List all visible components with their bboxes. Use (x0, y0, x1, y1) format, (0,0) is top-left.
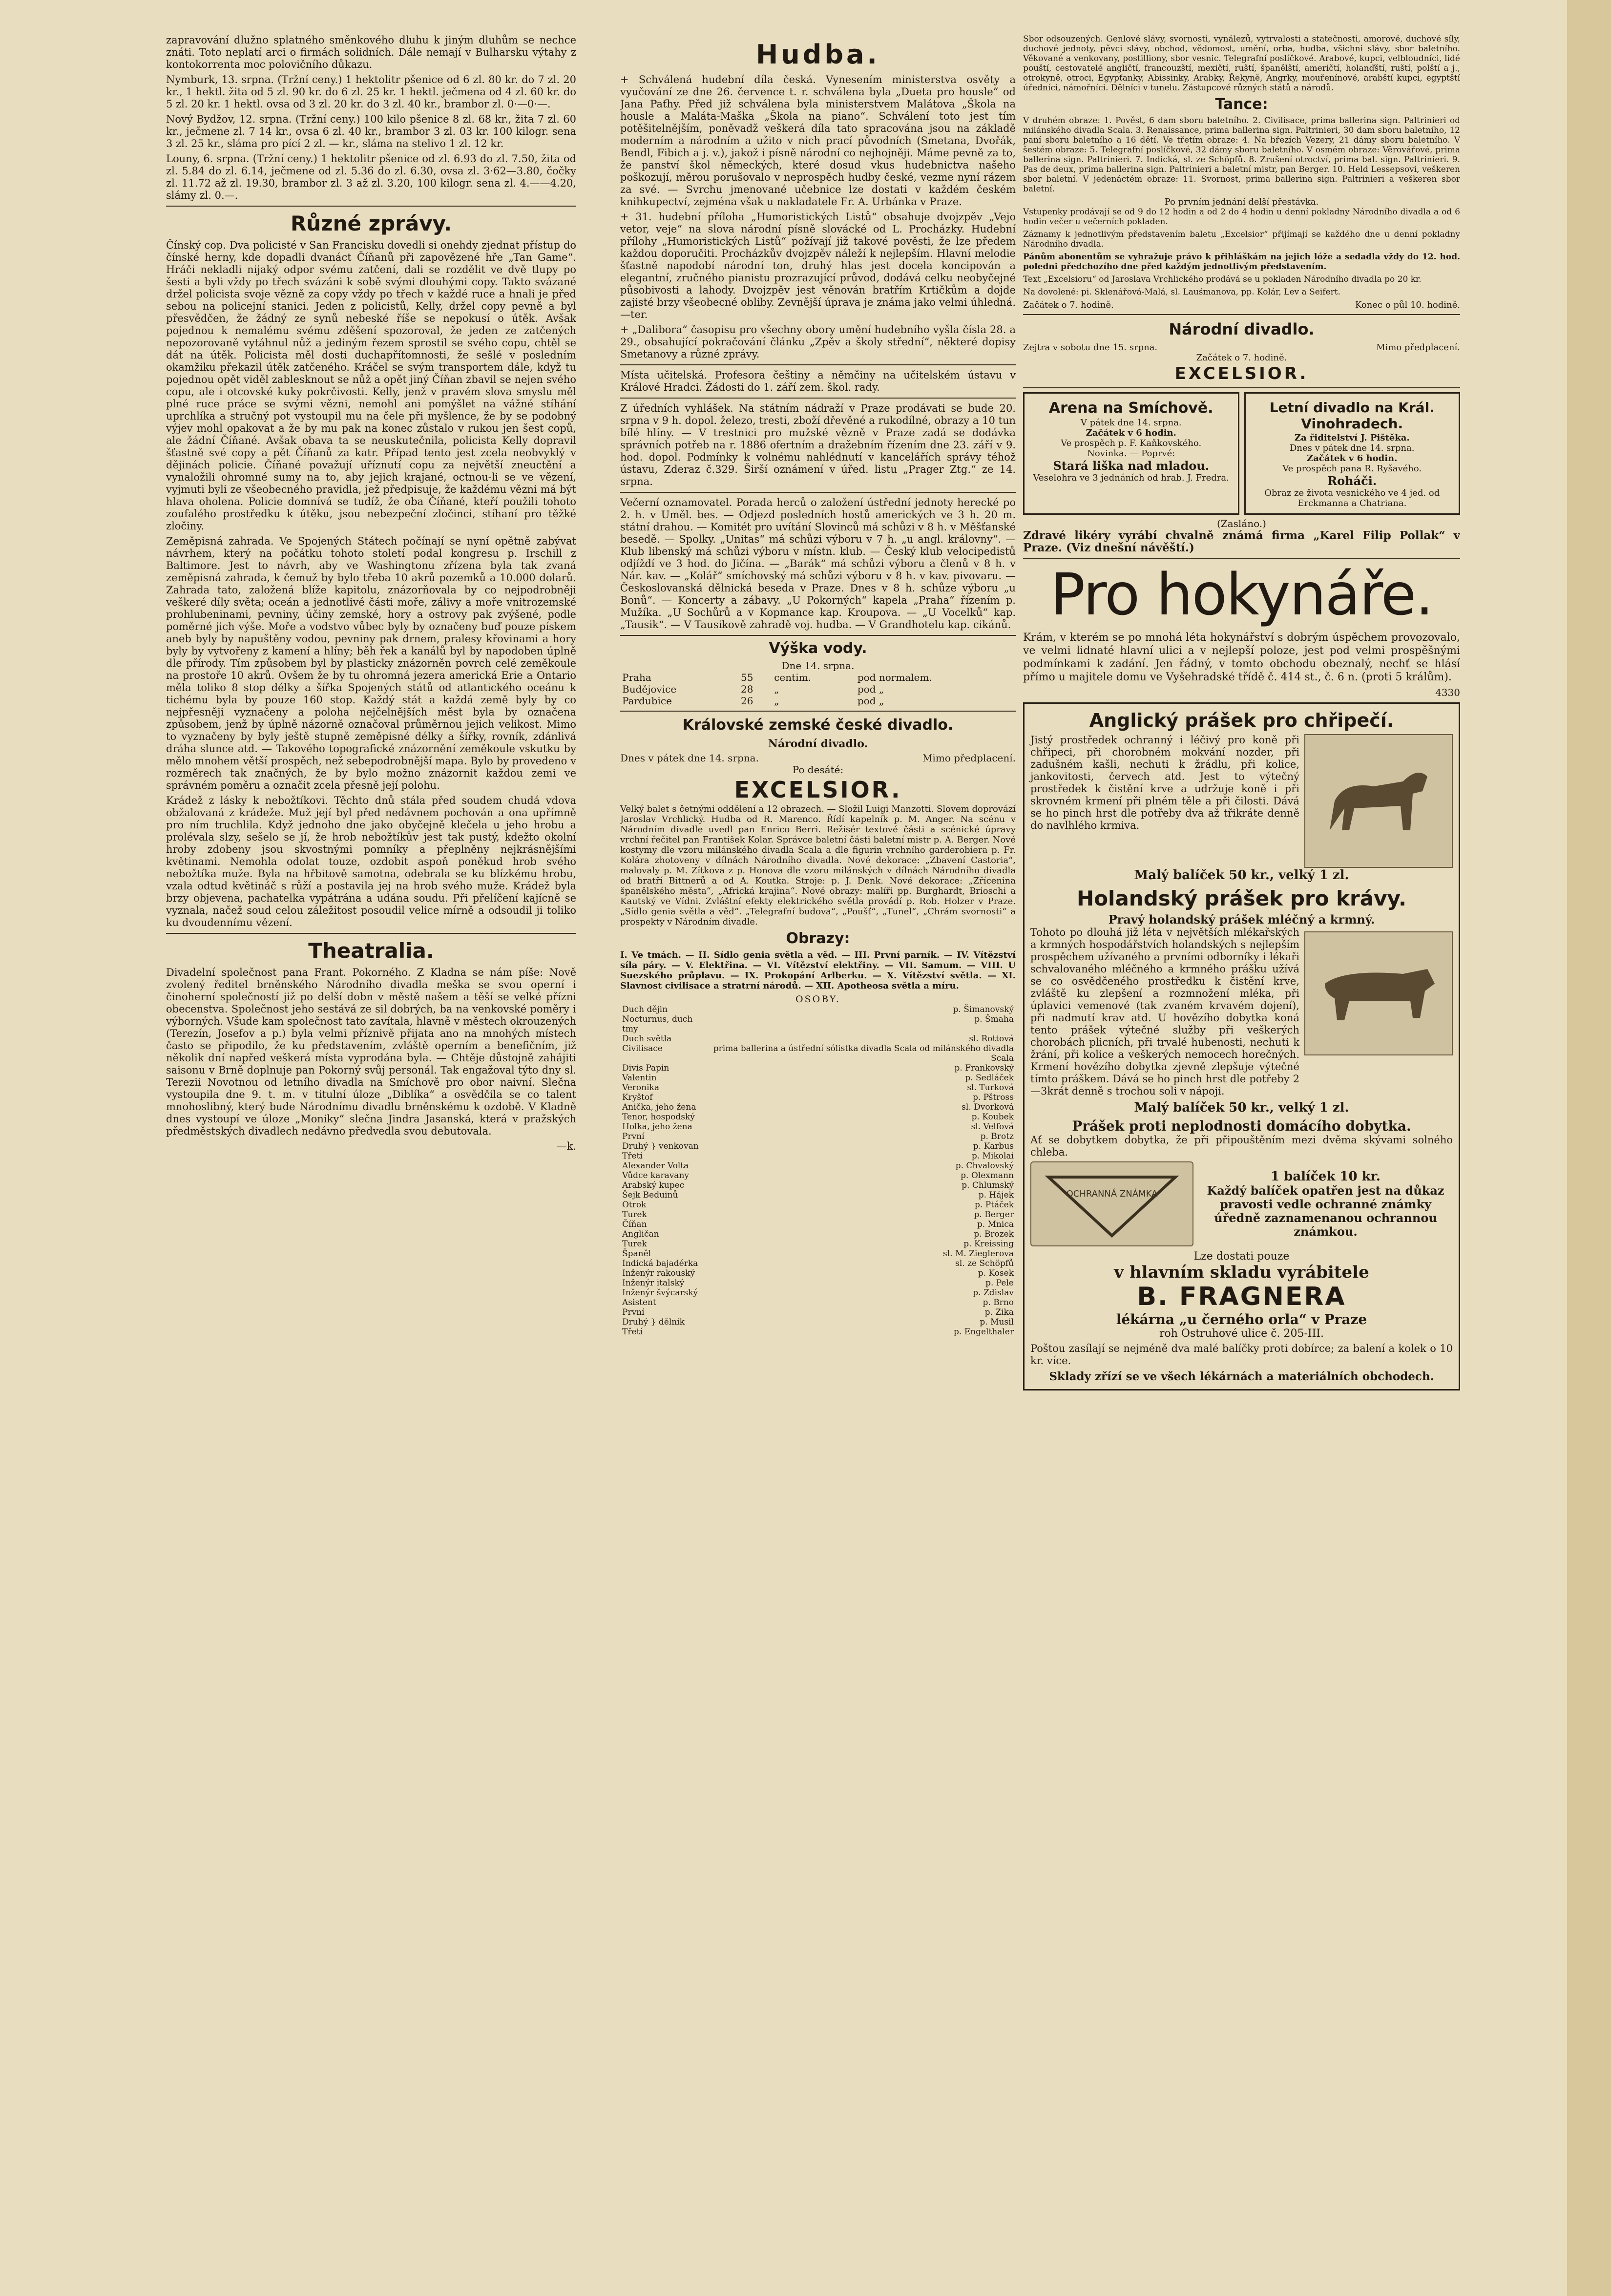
main-warehouse: v hlavním skladu vyrábitele (1114, 1263, 1369, 1282)
actor-name: sl. ze Schöpfů (955, 1259, 1014, 1268)
cast-row (620, 1063, 1016, 1073)
intro-text: zapravování dlužno splatného směnkového dluhu k jiným dluhům se nechce znáti. Toto neplatí arci o firmách solidních. Dále nemají v Bulharsku výtahy z kontokorrenta moc polovičního důkazu. (166, 34, 576, 70)
water-level-title: Výška vody. (769, 640, 867, 657)
actor-name: sl. Turková (967, 1083, 1014, 1093)
fragner-advertisement (1023, 702, 1460, 1390)
cast-row (620, 1005, 1016, 1014)
music-item: + 31. hudební příloha „Humoristických Listů“ obsahuje dvojzpěv „Vejo vetor, veje“ na slova národní písně slovácké od L. Procházky. Hudební přílohy „Humoristických Listů“ požívají již takové pověsti, že lze předem každou doporučiti. Procházkův dvojzpěv náleží k nejlepším. Hlavní melodie šťastně napodobí národní ton, druhý hlas jest docela koncipován a elegantní, zručného pianistu prozrazující průvod, dodává celku neobyčejné působivosti a lahody. Dvojzpěv jest věnován bratřím Krtičkům a dojde zajisté brzy všeobecné obliby. Zevnější úprava je známa jako velmi úhledná. —ter. (620, 211, 1016, 320)
cast-row (620, 1259, 1016, 1268)
cast-row (620, 1132, 1016, 1141)
music-item: + Schválená hudební díla česká. Vynesením ministerstva osvěty a vyučování ze dne 26. července t. r. schválena byla „Dueta pro housle“ od Jana Paťhy. Před již schválena byla ministerstvem Malátova „Škola na housle a Maláta-Maška „Škola na piano“. Schválení toto jest tím potěšitelnějším, poněvadž veškerá díla tato spracována jsou na základě moderním a národním a užito v nich prací původních (Smetana, Dvořák, Bendl, Fibich a j. v.), jakož i písně národní co nejhojněji. Máme pevně za to, že panství škol německých, které dosud vkus hudebnictva našeho poškozují, měrou porušovalo v neprospěch hudby české, vezme nyní rázem za své. — Svrchu jmenované učebnice lze dostati v každém českém knihkupectví, zejména však u nakladatele Fr. A. Urbánka v Praze. (620, 74, 1016, 208)
cast-row (620, 1102, 1016, 1112)
pack-price: 1 balíček 10 kr. (1271, 1169, 1381, 1184)
start-end-times: Začátek o 7. hodině. Konec o půl 10. hodině. (1023, 300, 1460, 310)
subscriber-notice: Pánům abonentům se vyhražuje právo k přihláškám na jejich lóže a sedadla vždy do 12. hod. poledni předchozího dne před každým jednotlivým představením. (1023, 252, 1460, 272)
role-name: Otrok (622, 1200, 647, 1210)
cast-row (620, 1249, 1016, 1259)
divider (620, 492, 1016, 493)
scenes-title: Obrazy: (786, 930, 850, 947)
dutch-powder-text: Tohoto po dlouhá již léta v největších mlékařských a krmných hospodářstvích holandských s nejlepším prospěchem užívaného a prvními odborníky i lékaři schvalovaného mléčného a krmného prášku užívá se co osvědčeného prostředku k čistění krve, zvláště ku zlepšení a rozmnožení mléka, při úplavici vemenové (tak zvaném krvavém dojení), při nadmutí krav atd. U hovězího dobytka koná tento prášek výtečné služby při veškerých chorobách plicních, při trvalé hubenosti, nechuti k žrání, při kolice a veškerých nemocech horečných. Krmení hovězího dobytka zjevně zlepšuje výtečné tímto práškem. Dává se ho pinch hrst dle potřeby 2—3krát denně s trochou soli v nápoji. (1030, 927, 1299, 1097)
news-item: Krádež z lásky k nebožtíkovi. Těchto dnů stála před soudem chudá vdova obžalovaná z krádeže. Muž její byl před nedávnem pochován a ona upřímně pro ním truchlila. Když jednoho dne jako obyčejně klečela u jeho hrobu a prolévala slzy, sešelo se jí, že hrob nebožtíkův jest tak pustý, kdežto okolní hroby zdobeny jsou skvostnými pomníky a přeplněny nejkrásnějšími květinami. Nemohla odolat touze, ozdobit aspoň poněkud hrob svého nebožtíka muže. Byla na hřbitově samotna, odebrala se ku blízkému hrobu, vzala odtud květináč s růží a postavila jej na hrob svého muže. Krádež byla brzy objevena, pachatelka vypátrána a udána soudu. Při přelíčení kajícně se vyznala, načež soud celou záležitost posoudil velice mírně a odsoudil ji toliko ku dvoudennímu vězení. (166, 795, 576, 928)
actor-name: p. Chvalovský (955, 1161, 1014, 1171)
actor-name: p. Engelthaler (954, 1327, 1014, 1337)
column-2 (620, 34, 1016, 2261)
mail-order-notice: Poštou zasílají se nejméně dva malé balíčky proti dobírce; za balení a kolek o 10 kr. více. (1030, 1343, 1453, 1367)
actor-name: p. Koubek (971, 1112, 1014, 1122)
cast-row (620, 1210, 1016, 1220)
role-name: Civilisace (622, 1044, 663, 1053)
theatre-bill-title: Královské zemské české divadlo. (682, 716, 954, 734)
ticket-notice: Vstupenky prodávají se od 9 do 12 hodin a od 2 do 4 hodin u denní pokladny Národního divadla a od 6 hodin večer u večerních pokladen. (1023, 207, 1460, 227)
role-name: Holka, jeho žena (622, 1122, 692, 1132)
music-item: + „Dalibora“ časopisu pro všechny obory umění hudebního vyšla čísla 28. a 29., obsahující pokračování článku „Zpěv a školy střední“, některé dopisy Smetanovy a různé zprávy. (620, 324, 1016, 360)
cast-row (620, 1298, 1016, 1307)
actor-name: sl. Dvorková (962, 1102, 1014, 1112)
actor-name: p. Pele (985, 1278, 1014, 1288)
article-signature: —k. (556, 1140, 576, 1152)
role-name: První (622, 1132, 645, 1141)
role-name: Duch světla (622, 1034, 672, 1044)
role-name: Třetí (622, 1327, 643, 1337)
english-powder-text: Jistý prostředek ochranný i léčivý pro koně při chřipeci, při chorobném mokvání nozder, při zadušném kašli, nechuti k žrádlu, při kolice, jankovitosti, červech atd. Jest to výtečný prostředek k čistění krve a udržuje koně i při skrovném krmení při plném těle a při čilosti. Dává se ho pinch hrst dle potřeby dva až třikráte denně do navlhlého krmiva. (1030, 734, 1299, 831)
role-name: První (622, 1307, 645, 1317)
actor-name: p. Frankovský (954, 1063, 1014, 1073)
actor-name: p. Pštross (972, 1093, 1014, 1102)
cast-row (620, 1180, 1016, 1190)
role-name: Angličan (622, 1229, 659, 1239)
national-theatre-title: Národní divadlo. (1169, 320, 1315, 338)
ensemble-list: Sbor odsouzených. Genlové slávy, svornosti, vynálezů, vytrvalosti a statečnosti, amorové, duchové síly, duchové jednoty, pěvci slávy, obchod, vědomost, umění, orba, hudba, všichni slávy, sbor baletního. Věkované a venkovany, postilliony, sbor vesnic. Telegrafní poslíčkové. Arabové, kupci, velbloudníci, lidé pouští, cestovatelé angličtí, francouzští, mexičtí, ruští, španělští, američtí, holanďští, ruští, polští a j., otrokyně, otroci, Egypťanky, Abissinky, Arabky, Řekyně, Angrky, mouřenínové, arabští kupci, egyptští úředníci, námořníci. Dělníci v tunelu. Zástupcové různých států a národů. (1023, 34, 1460, 93)
role-name: Vůdce karavany (622, 1171, 689, 1180)
actor-name: p. Karbus (973, 1141, 1014, 1151)
manufacturer-name: B. FRAGNERA (1137, 1282, 1346, 1311)
cast-table (620, 1005, 1016, 1337)
news-item: Zeměpisná zahrada. Ve Spojených Státech počínají se nyní opětně zabývat návrhem, který na počátku tohoto století podal kongresu p. Irschill z Baltimore. Jest to návrh, aby ve Washingtonu zřízena byla tak zvaná zeměpisná zahrada, k čemuž by bylo třeba 10 akrů pozemků a 10.000 dolarů. Zahrada tato, založená blíže kapitolu, znázorňovala by co nejpodrobněji veškeré díly světa; oceán a jednotlivé části moře, zálivy a moře vnitrozemské prohlubeninami, pevniny, účiny zemské, hory a ostrovy pak zvýšené, podle poměrné jich výše. Moře a vodstvo vůbec byly by označeny buď pouze pískem aneb byly by napuštěny vodou, pevniny pak drnem, pralesy křovinami a hory byly by vytvořeny z kamení a hlíny; běh řek a kanálů byl by napodoben úplně dle přírody. Tím způsobem byl by plasticky znázorněn povrch celé zeměkoule na prostoře 10 akrů. Ovšem že by tu ohromná jezera americká Erie a Ontario měla toliko 8 stop délky a šířka Spojených států od atlantického oceánu k tichému byla by pouze 160 stop. Každý stát a každá země byly by co nejpřesněji vyznačeny a poloha nejčelnějších měst byla by označena způsobem, jenž by úplně názorně označoval průměrnou jejich velikost. Mimo to vyznačeny by byly ještě stupně zeměpisné délky a šířky, rovník, zdánlivá dráha slunce atd. — Takového topografické znázornění zeměkoule vskutku by mělo mnohem větší prospěch, než sebepodrobnější mapa. Bylo by provedeno v rozměrech tak značných, že by bylo možno znázornit každou zemi ve správném poměru a označit zcela přesně její polohu. (166, 535, 576, 791)
cast-row (620, 1151, 1016, 1161)
actor-name: p. Hájek (978, 1190, 1014, 1200)
actor-name: p. Mikolai (971, 1151, 1014, 1161)
actor-name: p. Chlumský (962, 1180, 1014, 1190)
water-level-date: Dne 14. srpna. (781, 660, 855, 672)
role-name: Kryštof (622, 1093, 653, 1102)
theatre-bill-subtitle: Národní divadlo. (768, 737, 868, 750)
role-name: Druhý } venkovan (622, 1141, 699, 1151)
actor-name: p. Ptáček (975, 1200, 1014, 1210)
cast-row (620, 1327, 1016, 1337)
official-notices: Z úředních vyhlášek. Na státním nádraží v Praze prodávati se bude 20. srpna v 9 h. dopol. železo, tresti, zboží dřevěné a rukodílné, obrazy a 10 tun bílé hlíny. — V trestnici pro mužské vězně v Praze zadá se dodávka správních potřeb na r. 1886 ofertním a dražebním řízením dne 23. září v 9. hod. dopol. Podmínky k volnému nahlédnutí v kancelářích správy téhož ústavu, Zderaz č.329. Širší oznámení v úřed. listu „Prager Ztg.“ ze 14. srpna. (620, 402, 1016, 487)
shopkeeper-ad-title: Pro hokynáře. (1050, 561, 1433, 628)
cast-row (620, 1083, 1016, 1093)
actor-name: p. Zdislav (973, 1288, 1014, 1298)
role-name: Číňan (622, 1220, 647, 1229)
cast-row (620, 1171, 1016, 1180)
actor-name: p. Kosek (978, 1268, 1014, 1278)
actor-name: p. Zika (984, 1307, 1014, 1317)
table-row: Budějovice 28 „ pod „ (622, 683, 884, 695)
cast-row (620, 1239, 1016, 1249)
libretto-notice: Text „Excelsioru“ od Jaroslava Vrchlického prodává se u pokladen Národního divadla po 20 kr. (1023, 274, 1422, 284)
cast-row (620, 1141, 1016, 1151)
divider (1023, 314, 1460, 315)
on-leave-notice: Na dovolené: pi. Sklenářová-Malá, sl. Lauśmanova, pp. Kolár, Lev a Seifert. (1023, 287, 1340, 297)
divider (166, 933, 576, 934)
liqueur-notice: Zdravé likéry vyrábí chvalně známá firma „Karel Filip Pollak“ v Praze. (Viz dnešní návěští.) (1023, 529, 1460, 554)
actor-name: p. Mnica (977, 1220, 1014, 1229)
pharmacy-name: lékárna „u černého orla“ v Praze (1116, 1311, 1367, 1327)
pack-authenticity: Každý balíček opatřen jest na důkaz pravosti vedle ochranné známky úředně zaznamenanou ochrannou známkou. (1207, 1183, 1444, 1239)
shopkeeper-ad-text: Krám, v kterém se po mnohá léta hokynářství s dobrým úspěchem provozovalo, ve velmi lidnaté hlavní ulici a v nejlepší poloze, jest pod velmi prospěšnými podmínkami k zadání. Jen řádný, v tomto obchodu obeznalý, nechť se hlásí přímo u majitele domu ve Vyšehradské třídě č. 414 st., č. 6 n. (proti 5 králům). (1023, 632, 1460, 683)
actor-name: p. Berger (974, 1210, 1014, 1220)
cast-row (620, 1278, 1016, 1288)
intermission-note: Po prvním jednání delší přestávka. (1164, 197, 1319, 207)
theatre-article: Divadelní společnost pana Frant. Pokorného. Z Kladna se nám píše: Nově zvolený ředitel brněnského Národního divadla meška se svou operní i činoherní společností již po delší dobn v městě našem a těší se velké přízni obecenstva. Společnost jeho sestává ze sil dobrých, ba na venkovské poměry i výborných. Všude kam společnost tato zavítala, hlavně v městech okrouzených (Terezín, Josefov a p.) byla velmi příznivě přijata ano na mnohých místech často se připodilo, že ku představením, zvláště operním a benefičním, již několik dní napřed veškerá místa vyprodána byla. — Chtěje důstojně zahájiti saisonu v Brně doplnuje pan Pokorný svůj personál. Tak engažoval týto dny sl. Terezii Novotnou od letního divadla na Smíchově pro obor naivní. Slečna vystoupila dne 9. t. m. v titulní úloze „Diblíka“ a osvědčila se co talent mnohoslibný, který bude Národnímu divadlu brněnskému k ozdobě. V Kladně dnes vystoupí ve úloze „Moniky“ slečna Jindra Jasanská, která v pražských předměstských divadlech nedávno předvedla svou debutovala. (166, 967, 576, 1137)
cast-row (620, 1200, 1016, 1210)
divider (620, 398, 1016, 399)
role-name: Indická bajadérka (622, 1259, 698, 1268)
summer-theatres (1023, 392, 1460, 515)
dutch-powder-price: Malý balíček 50 kr., velký 1 zl. (1134, 1100, 1349, 1115)
actor-name: sl. Rottová (969, 1034, 1014, 1044)
role-name: Asistent (622, 1298, 656, 1307)
actor-name: sl. Velfová (971, 1122, 1014, 1132)
role-name: Inženýr italský (622, 1278, 685, 1288)
role-name: Divis Papin (622, 1063, 670, 1073)
table-row: Pardubice 26 „ pod „ (622, 695, 884, 707)
cast-row (620, 1014, 1016, 1034)
cast-row (620, 1122, 1016, 1132)
english-powder-title: Anglický prášek pro chřipečí. (1089, 710, 1394, 731)
cow-illustration-icon (1304, 931, 1453, 1055)
divider (620, 635, 1016, 636)
role-name: Duch dějin (622, 1005, 668, 1014)
actor-name: p. Olexmann (961, 1171, 1014, 1180)
role-name: Druhý } dělník (622, 1317, 685, 1327)
theatre-bill-dateline: Dnes v pátek dne 14. srpna. Mimo předplacení. (620, 752, 1016, 764)
role-name: Šejk Beduinů (622, 1190, 678, 1200)
page-fold (1567, 0, 1611, 2296)
news-item: Čínský cop. Dva policisté v San Francisku dovedli si onehdy zjednat přístup do čínské herny, kde dopadli dvanáct Číňanů při zapovězené hře „Tan Game“. Hráči nekladli nijaký odpor svému zatčení, dali se rozdělit ve dvě tlupy po šesti a byli vždy po třech svázáni k sobě svými dlouhými copy. Takto svázané držel policista svoje vězně za copy vždy po třech v každé ruce a hnali je před sebou na policejní stanici. Jeden z policistů, Kelly, držel copy pevně a byl přesvědčen, že žádný ze synů nebeské říše se nepokusí o útěk. Avšak pojednou k nemalému svému zděšení spozoroval, že jeden ze zatčených nepozorovaně vytáhnul nůž a jediným řezem sprostil se svého copu, chtěl se dát na útěk. Policista měl dosti duchapřítomnosti, že sešlé v posledním okamžiku překazil útěk zatčeného. Kráčel se svým transportem dále, když tu pojednou opět viděl zablesknout se nůž a opět jiný Číňan zbavil se nejen svého copu, ale i otcovské kuky pokrčivosti. Kelly, jenž v pravém slova smyslu měl plné ruce práce se svými vězni, nemohl ani pomýšlet na vážné stíhání uprchlíka a stručný pot vystoupil mu na čele při myšlence, že by se podobný výjev mohl opakovat a že by mu pak na konec zůstalo v rukou jen šest copů, ale žádní Číňané. Avšak obava ta se neuskutečnila, policista Kelly dopravil šťastně své copy a pět Číňanů za katr. Případ tento jest zcela neobvyklý v dějinách policie. Číňané považují uříznutí copu za největší zneuctění a vynaložili ohromné sumy na to, aby jejich krajané, octnou-li se ve vězení, vyjmuti byli ze všeobecného pravidla, jež předpisuje, že každému vězni má být hlava oholena. Policie domnívá se tudíž, že oba Číňané, kteří použili tohoto zoufalého prostředku k útěku, jsou nebezpeční zločinci, stíhaní pro těžké zločiny. (166, 239, 576, 532)
section-heading-news: Různé zprávy. (290, 211, 452, 235)
role-name: Valentin (622, 1073, 657, 1083)
actor-name: sl. M. Zieglerova (943, 1249, 1014, 1259)
dances-list: V druhém obraze: 1. Pověst, 6 dam sboru baletního. 2. Civilisace, prima ballerina sign. Paltrinieri od milánského divadla Scala. 3. Renaissance, prima ballerina sign. Paltrinieri, 30 dam sboru baletního, 12 paní sboru baletního a 16 dětí. Ve třetím obraze: 4. Na březích Vezery, 21 dámy sboru baletního. V šestém obraze: 5. Telegrafní poslíčkové, 32 dámy sboru baletního. V osmém obraze: Věrovářové, prima ballerina sign. Paltrinieri. 7. Indická, sl. ze Schöpfů. 8. Zrušení otroctví, prima bal. sign. Paltrinieri. 9. Pas de deux, prima ballerina sign. Paltrinieri a baletní mistr, pan Berger. 10. Held Lessepsovi, veškeren sbor baletní. V jedenáctém obraze: 11. Svornost, prima ballerina sign. Paltrinieri a veškeren sbor baletní. (1023, 116, 1460, 194)
dutch-powder-title: Holandský prášek pro krávy. (1077, 886, 1406, 910)
market-report: Nový Bydžov, 12. srpna. (Tržní ceny.) 100 kilo pšenice 8 zl. 68 kr., žita 7 zl. 60 kr., ječmene zl. 7 14 kr., ovsa 6 zl. 40 kr., brambor 3 zl. 03 kr. 100 kilogr. sena 3 zl. 25 kr., sláma pro pící 2 zl. — kr., sláma na stelivo 1 zl. 12 kr. (166, 113, 576, 149)
cast-row (620, 1093, 1016, 1102)
actor-name: p. Brozek (974, 1229, 1014, 1239)
actor-name: p. Brno (983, 1298, 1014, 1307)
cast-row (620, 1288, 1016, 1298)
actor-name: p. Brotz (980, 1132, 1014, 1141)
role-name: Anička, jeho žena (622, 1102, 696, 1112)
ad-number: 4330 (1435, 687, 1460, 698)
role-name: Tenor, hospodský (622, 1112, 695, 1122)
performance-count: Po desáté: (792, 764, 844, 776)
cast-row (620, 1220, 1016, 1229)
vinohrady-theatre-ad: Letní divadlo na Král. Vinohradech. Za řiditelství J. Pištěka. Dnes v pátek dne 14. srpna. Začátek v 6 hodin. Ve prospěch pana R. Ryšavého. Roháči. Obraz ze života vesnického ve 4 jed. od Erckmanna a Chatriana. (1244, 392, 1461, 515)
cast-row (620, 1190, 1016, 1200)
cast-row (620, 1307, 1016, 1317)
role-name: Inženýr švýcarský (622, 1288, 698, 1298)
evening-announcer: Večerní oznamovatel. Porada herců o založení ústřední jednoty herecké po 2. h. v Uměl. bes. — Odjezd posledních hostů amerických ve 3 h. 20 m. státní drahou. — Komitét pro uvítání Slovinců má schůzi v 8 h. v Měšťanské besedě. — Spolky. „Unitas“ má schůzi výboru v 7 h. „u angl. královny“. — Klub libenský má schůzi výboru v místn. klub. — Český klub velocipedistů odjíždí ve 3 hod. do Jičína. — „Barák“ má schůzi výboru a členů v 8 h. v Nár. kav. — „Kolář“ smíchovský má schůzi výboru v 8 h. v kav. pivovaru. — Českoslovanská dělnická beseda v Praze. Dnes v 8 h. schůze výboru „u Bonů“. — Koncerty a zábavy. „U Pokorných“ kapela „Praha“ řízením p. Mužíka. „U Sochůrů a v Kopmance kap. Kroupova. — „U Vocelků“ kap. „Tausik“. — V Tausikově zahradě voj. hudba. — V Grandhotelu kap. cikánů. (620, 497, 1016, 631)
role-name: Veronika (622, 1083, 659, 1093)
dutch-powder-subtitle: Pravý holandský prášek mléčný a krmný. (1108, 912, 1375, 927)
depots-notice: Sklady zřízí se ve všech lékárnách a materiálních obchodech. (1049, 1370, 1434, 1383)
fertility-powder-text: Ať se dobytkem dobytka, že při připouštěním mezi dvěma skývami solného chleba. (1030, 1134, 1453, 1158)
divider (620, 711, 1016, 712)
cast-row (620, 1161, 1016, 1171)
available-only: Lze dostati pouze (1193, 1250, 1290, 1263)
divider (1023, 387, 1460, 388)
fertility-powder-title: Prášek proti neplodnosti domácího dobytka. (1072, 1118, 1411, 1134)
national-theatre-dateline: Zejtra v sobotu dne 15. srpna. Mimo předplacení. (1023, 342, 1460, 353)
actor-name: p. Šmaha (974, 1014, 1014, 1024)
cast-row (620, 1229, 1016, 1239)
cast-row (620, 1044, 1016, 1063)
column-3 (1023, 34, 1460, 2261)
teacher-posts: Místa učitelská. Profesora češtiny a němčiny na učitelském ústavu v Králové Hradci. Žádosti do 1. září zem. škol. rady. (620, 369, 1016, 393)
horse-illustration-icon (1304, 734, 1453, 868)
divider (1023, 558, 1460, 559)
actor-name: prima ballerina a ústřední sólistka divadla Scala od milánského divadla Scala (713, 1044, 1014, 1063)
cast-row (620, 1317, 1016, 1327)
actor-name: p. Kreissing (963, 1239, 1014, 1249)
scenes-list: I. Ve tmách. — II. Sídlo genia světla a věd. — III. První parník. — IV. Vítězství síla páry. — V. Elektřina. — VI. Vítězství elektřiny. — VII. Samum. — VIII. U Suezského průplavu. — IX. Prokopání Arlberku. — X. Vítězství světla. — XI. Slavnost civilisace a stratrní národů. — XII. Apotheosa světla a míru. (620, 950, 1016, 991)
table-row: Praha 55 centim. pod normalem. (622, 672, 932, 683)
role-name: Inženýr rakouský (622, 1268, 695, 1278)
play-description: Velký balet s četnými oddělení a 12 obrazech. — Složil Luigi Manzotti. Slovem doprovází Jaroslav Vrchlický. Hudba od R. Marenco. Řídí kapelník p. M. Anger. Na scénu v Národním divadle uvedl pan Enrico Berri. Režisér textové části a scénické úpravy vrchní řečitel pan František Kolar. Správce baletní části baletní mistr p. A. Berger. Nové kostymy dle vzoru milánského divadla Scala a dle figurin vrchního garderobiera p. Fr. Kolára zhotoveny v dílnách Národního divadla. Nové dekorace: „Zbavení Castoria“, malovaly p. M. Zítkova z p. Honova dle vzoru milánských v dílnách Národního divadla od bratří Bittnerů a od A. Koutka. Stroje: p. J. Denk. Nové dekorace: „Zřícenina španělského města“, „Africká krajina“. Nové obrazy: malíři pp. Burghardt, Brioschi a Kautský ve Vídni. Zvláštní efekty elektrického světla provádí p. Rob. Holzer v Praze. „Sídlo genia světla a věd“. „Telegrafní budova“, „Poušť“, „Tunel“, „Chrám svornosti“ a prospekty v Národním divadle. (620, 804, 1016, 927)
divider (166, 206, 576, 207)
national-theatre-play: EXCELSIOR. (1174, 364, 1309, 383)
cast-row (620, 1034, 1016, 1044)
role-name: Třetí (622, 1151, 643, 1161)
water-level-table (620, 672, 1016, 707)
role-name: Turek (622, 1239, 647, 1249)
svg-text:OCHRANNÁ ZNÁMKA: OCHRANNÁ ZNÁMKA (1066, 1189, 1158, 1199)
dances-title: Tance: (1215, 96, 1268, 113)
market-report: Nymburk, 13. srpna. (Tržní ceny.) 1 hektolitr pšenice od 6 zl. 80 kr. do 7 zl. 20 kr., 1 hektl. žita od 5 zl. 90 kr. do 6 zl. 25 kr. 1 hektl. ječmena od 4 zl. 60 kr. do 5 zl. 20 kr. 1 hektl. ovsa od 3 zl. 20 kr. do 3 zl. 40 kr., brambor zl. 0·—0·—. (166, 74, 576, 110)
booking-notice: Záznamy k jednotlivým představením baletu „Excelsior“ přijímají se každého dne u denní pokladny Národního divadla. (1023, 230, 1460, 249)
play-title: EXCELSIOR. (734, 777, 902, 803)
cast-row (620, 1268, 1016, 1278)
trademark-stamp-icon (1030, 1161, 1193, 1246)
cast-title: OSOBY. (795, 994, 840, 1005)
role-name: Turek (622, 1210, 647, 1220)
arena-smichov-ad: Arena na Smíchově. V pátek dne 14. srpna. Začátek v 6 hodin. Ve prospěch p. F. Kaňkovského. Novinka. — Poprvé: Stará liška nad mladou. Veselohra ve 3 jednáních od hrab. J. Fredra. (1023, 392, 1239, 515)
role-name: Španěl (622, 1249, 651, 1259)
english-powder-price: Malý balíček 50 kr., velký 1 zl. (1134, 868, 1349, 883)
actor-name: p. Musil (980, 1317, 1014, 1327)
actor-name: p. Šimanovský (953, 1005, 1014, 1014)
role-name: Nocturnus, duch tmy (622, 1014, 693, 1034)
cast-row (620, 1112, 1016, 1122)
section-heading-music: Hudba. (756, 39, 880, 70)
national-theatre-start: Začátek o 7. hodině. (1196, 353, 1287, 363)
role-name: Arabský kupec (622, 1180, 685, 1190)
market-report: Louny, 6. srpna. (Tržní ceny.) 1 hektolitr pšenice od zl. 6.93 do zl. 7.50, žita od zl. 5.84 do zl. 6.14, ječmene od zl. 5.36 do zl. 6.30, ovsa zl. 3·62—3.80, čočky zl. 11.72 až zl. 19.30, brambor zl. 3 až zl. 3.20, 100 kilogr. sena zl. 4.——4.20, slámy zl. 0.—. (166, 153, 576, 201)
section-heading-theatre: Theatralia. (308, 939, 434, 963)
pharmacy-address: roh Ostruhové ulice č. 205-III. (1159, 1327, 1324, 1340)
sent-in-label: (Zasláno.) (1217, 518, 1266, 529)
column-1 (166, 34, 576, 2261)
role-name: Alexander Volta (622, 1161, 689, 1171)
actor-name: p. Sedláček (965, 1073, 1014, 1083)
divider (620, 364, 1016, 365)
cast-row (620, 1073, 1016, 1083)
